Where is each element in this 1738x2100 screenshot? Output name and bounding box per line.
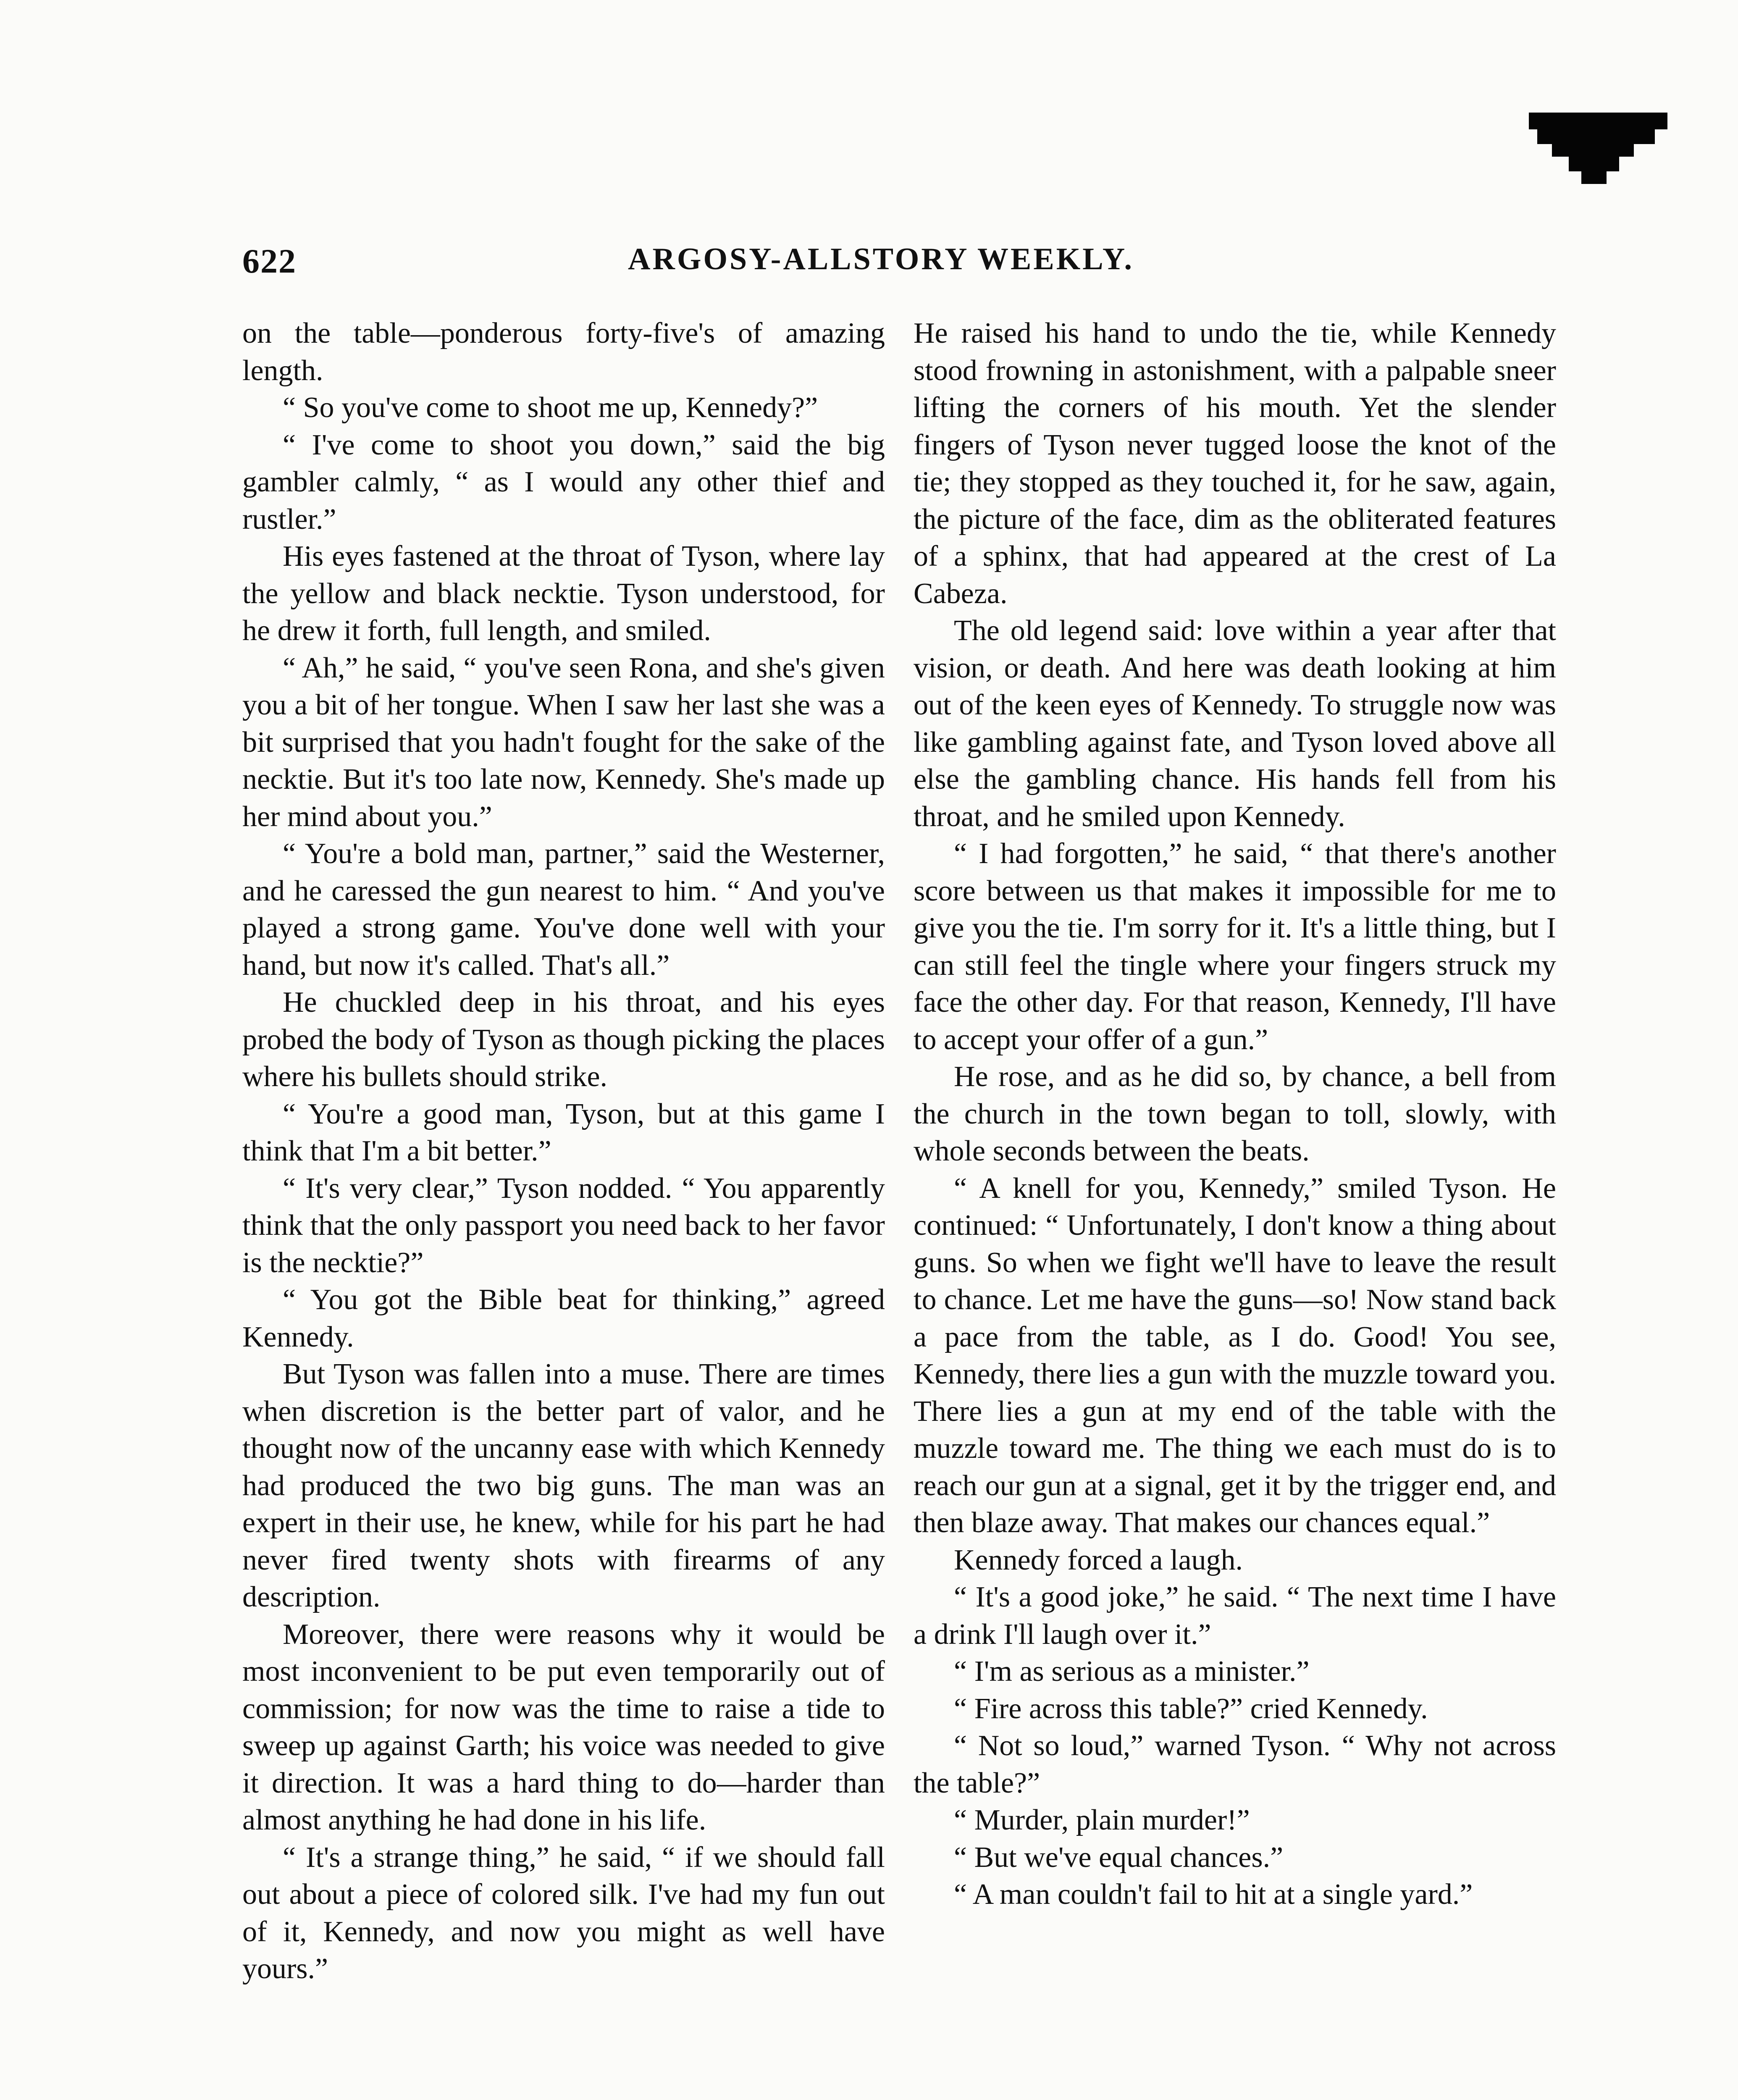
running-head: ARGOSY-ALLSTORY WEEKLY. xyxy=(628,242,1134,276)
paragraph: “ But we've equal chances.” xyxy=(954,1841,1284,1874)
paragraph: He rose, and as he did so, by chance, a bell from the church in the town began to toll, slowly, with whole seconds between the beats. xyxy=(914,1060,1556,1167)
paragraph: “ A knell for you, Kennedy,” smiled Tyson. He continued: “ Unfortunately, I don't know a thing about guns. So when we fight we'll have to leave the result to chance. Let me have the guns—so! Now stand back a pace from the table, as I do. Good! You see, Kennedy, there lies a gun with the muzzle toward you. There lies a gun at my end of the table with the muzzle toward me. The thing we each must do is to reach our gun at a signal, get it by the trigger end, and then blaze away. That makes our chances equal.” xyxy=(914,1172,1556,1539)
left-column xyxy=(242,315,885,1988)
paragraph: “ I've come to shoot you down,” said the big gambler calmly, “ as I would any other thief and rustler.” xyxy=(242,428,885,536)
page-number: 622 xyxy=(242,242,297,280)
paragraph: “ It's a strange thing,” he said, “ if we should fall out about a piece of colored silk. I've had my fun out of it, Kennedy, and now you might as well have yours.” xyxy=(242,1841,885,1985)
paragraph: “ Not so loud,” warned Tyson. “ Why not across the table?” xyxy=(914,1730,1556,1799)
paragraph: “ You got the Bible beat for thinking,” agreed Kennedy. xyxy=(242,1284,885,1353)
paragraph: He raised his hand to undo the tie, while Kennedy stood frowning in astonishment, with a palpable sneer lifting the corners of his mouth. Yet the slender fingers of Tyson never tugged loose the knot of the tie; they stopped as they touched it, for he saw, again, the picture of the face, dim as the obliterated features of a sphinx, that had appeared at the crest of La Cabeza. xyxy=(914,317,1556,610)
paragraph: He chuckled deep in his throat, and his eyes probed the body of Tyson as though picking the places where his bullets should strike. xyxy=(242,986,885,1093)
paragraph: “ You're a good man, Tyson, but at this game I think that I'm a bit better.” xyxy=(242,1097,885,1167)
paragraph: Moreover, there were reasons why it would be most inconvenient to be put even temporarily out of commission; for now was the time to raise a tide to sweep up against Garth; his voice was needed to give it direction. It was a hard thing to do—harder than almost anything he had done in his life. xyxy=(242,1618,885,1836)
paragraph: His eyes fastened at the throat of Tyson, where lay the yellow and black necktie. Tyson understood, for he drew it forth, full length, and smiled. xyxy=(242,540,885,647)
paragraph: “ I had forgotten,” he said, “ that there's another score between us that makes it impossible for me to give you the tie. I'm sorry for it. It's a little thing, but I can still feel the tingle where your fingers struck my face the other day. For that reason, Kennedy, I'll have to accept your offer of a gun.” xyxy=(914,837,1556,1056)
paragraph: “ It's a good joke,” he said. “ The next time I have a drink I'll laugh over it.” xyxy=(914,1581,1556,1651)
paragraph: The old legend said: love within a year after that vision, or death. And here was death looking at him out of the keen eyes of Kennedy. To struggle now was like gambling against fate, and Tyson loved above all else the gambling chance. His hands fell from his throat, and he smiled upon Kennedy. xyxy=(914,614,1556,833)
paragraph: “ It's very clear,” Tyson nodded. “ You apparently think that the only passport you need back to her favor is the necktie?” xyxy=(242,1172,885,1279)
paragraph: Kennedy forced a laugh. xyxy=(954,1544,1243,1576)
paragraph: “ I'm as serious as a minister.” xyxy=(954,1655,1310,1688)
paragraph: “ You're a bold man, partner,” said the Westerner, and he caressed the gun nearest to him. “ And you've played a strong game. You've done well with your hand, but now it's called. That's all.” xyxy=(242,837,885,982)
paragraph: “ Murder, plain murder!” xyxy=(954,1804,1250,1836)
paragraph: “ A man couldn't fail to hit at a single yard.” xyxy=(954,1878,1473,1911)
paragraph: “ Fire across this table?” cried Kennedy. xyxy=(954,1692,1428,1725)
paragraph: “ So you've come to shoot me up, Kennedy?” xyxy=(283,391,818,424)
paragraph: “ Ah,” he said, “ you've seen Rona, and she's given you a bit of her tongue. When I saw her last she was a bit surprised that you hadn't fought for the sake of the necktie. But it's too late now, Kennedy. She's made up her mind about you.” xyxy=(242,651,885,833)
right-column xyxy=(914,315,1556,1914)
paragraph: But Tyson was fallen into a muse. There are times when discretion is the better part of valor, and he thought now of the uncanny ease with which Kennedy had produced the two big guns. The man was an expert in their use, he knew, while for his part he had never fired twenty shots with firearms of any description. xyxy=(242,1358,885,1613)
paragraph: on the table—ponderous forty-five's of amazing length. xyxy=(242,317,885,387)
thumb-tab-mark-icon xyxy=(1529,113,1667,184)
